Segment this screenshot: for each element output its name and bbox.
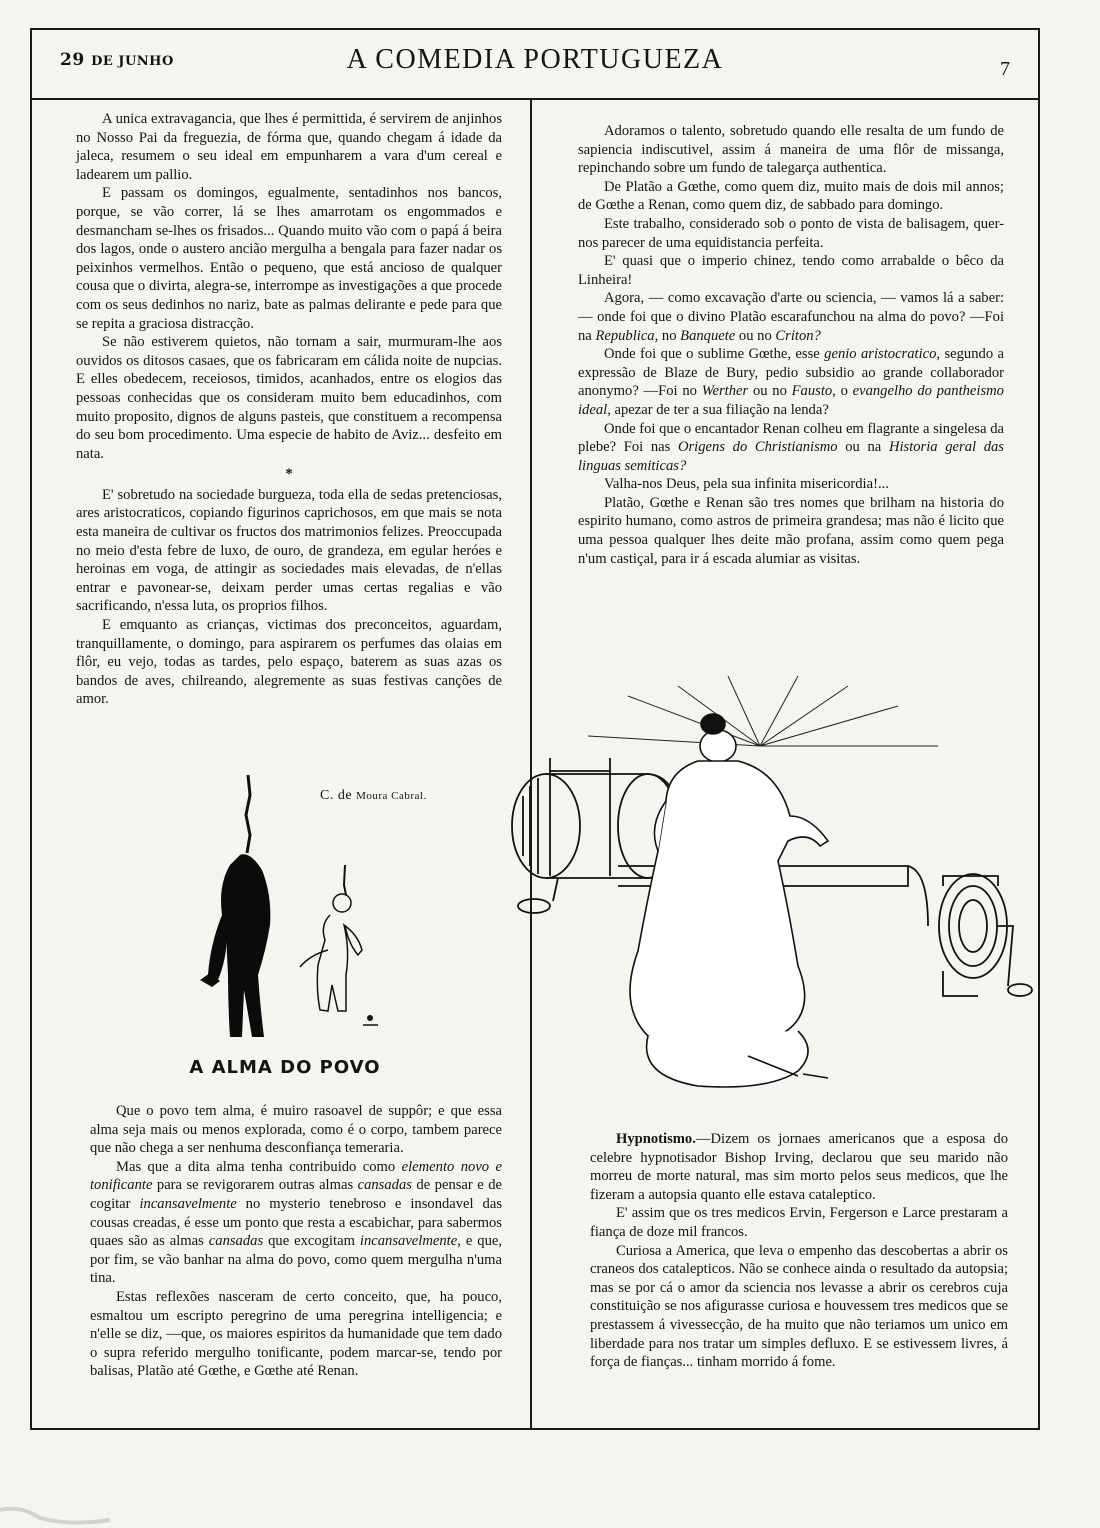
issue-date: 29 DE JUNHO: [60, 50, 174, 70]
page-header: [30, 28, 1040, 100]
paragraph: Valha-nos Deus, pela sua infinita misericordia!...: [604, 476, 889, 493]
paragraph: Este trabalho, considerado sob o ponto de vista de balisagem, quer-nos parecer de uma equidistancia perfeita.: [578, 215, 1004, 251]
paragraph: Adoramos o talento, sobretudo quando elle resalta de um fundo de sapiencia indiscutivel, assim á maneira de uma flôr de missanga, repinchando sobre um fundo de talegarça authentica.: [578, 123, 1004, 177]
paragraph: E emquanto as crianças, victimas dos preconceitos, aguardam, tranquillamente, o domingo, para aspirarem os perfumes das olaias em flôr, eu vejo, todas as tardes, pelo espaço, baterem as suas azas os bandos de aves, chilreando, alegremente as suas festivas canções de amor.: [76, 617, 502, 708]
paragraph: Mas que a dita alma tenha contribuido como elemento novo e tonificante para se revigorarem outras almas cansadas de pensar e de cogitar incansavelmente no mysterio tenebroso e insondavel das cousas creadas, é esse um ponto que resta a escabichar, para sabermos quaes são as almas cansadas que excogitam incansavelmente, e que, por fim, se vão banhar na alma do povo, como quem mergulha n'uma tina.: [90, 1158, 502, 1287]
hypnotismo-article: [590, 1130, 1008, 1372]
paragraph: Onde foi que o encantador Renan colheu em flagrante a singelesa da plebe? Foi nas Origens do Christianismo ou na Historia geral das linguas semiticas?: [578, 420, 1004, 474]
paragraph: Onde foi que o sublime Gœthe, esse genio aristocratico, segundo a expressão de Blaze de Bury, pedio subsidio ao grande collaborador anonymo? —Foi no Werther ou no Fausto, o evangelho do pantheismo ideal, apezar de ter a sua filiação na lenda?: [578, 346, 1005, 418]
alma-do-povo-article: [90, 1102, 502, 1381]
paragraph: Curiosa a America, que leva o empenho das descobertas a abrir os craneos dos catalepticos. Não se conhece ainda o resultado da autopsia; mas se por cá o amor da sciencia nos levasse a abrir os cerebros cuja constituição se nos afigurasse curiosa e houvessem tres medicos que se prestassem á vivessecção, de ha muito que não teriamos um unico em liberdade para nos tratar um simples defluxo. E se estivessem livres, á força de fianças... tinham morrido á fome.: [590, 1242, 1008, 1371]
paragraph: A unica extravagancia, que lhes é permittida, é servirem de anjinhos no Nosso Pai da freguezia, de fórma que, quando chegam á idade da jaleca, resumem o seu ideal em empunharem a vara d'um cereal e ladearem um pallio.: [76, 111, 502, 183]
woman-at-printing-press-illustration: [498, 676, 1038, 1116]
paragraph: De Platão a Gœthe, como quem diz, muito mais de dois mil annos; de Gœthe a Renan, como quem diz, de sabbado para domingo.: [578, 178, 1004, 214]
page-number: 7: [1000, 58, 1010, 80]
paragraph: E' assim que os tres medicos Ervin, Fergerson e Larce prestaram a fiança de doze mil francos.: [590, 1205, 1008, 1240]
paragraph: Hypnotismo.—Dizem os jornaes americanos que a esposa do celebre hypnotisador Bishop Irving, declarou que seu marido não morreu de morte natural, mas sim morto pelos seus medicos, que lhe fizeram a autopsia quanto elle estava cataleptico.: [590, 1131, 1008, 1203]
section-separator: *: [285, 466, 293, 483]
paragraph: E passam os domingos, egualmente, sentadinhos nos bancos, porque, se vão correr, lá se lhes amarrotam os engommados e desmancham se-lhes os frisados... Quando muito vão com o papá á beira dos lagos, onde o austero ancião mergulha a bengala para fazer nadar os peixinhos vermelhos. Então o pequeno, que está ancioso de qualquer cousa que o divirta, alegra-se, interrompe as investigações a que procede com os seus dedinhos no nariz, bate as palmas delirante e pede para que se repita a graciosa distracção.: [76, 185, 502, 332]
paragraph: Estas reflexões nasceram de certo conceito, que, ha pouco, esmaltou um escripto peregrino de uma peregrina intelligencia; e n'elle se diz, —que, os maiores espiritos da humanidade que tem dado o supra referido mergulho tonificante, podem marcar-se, tendo por balisas, Platão até Gœthe, e Gœthe até Renan.: [90, 1288, 502, 1380]
paragraph: E' quasi que o imperio chinez, tendo como arrabalde o bêco da Linheira!: [578, 253, 1004, 288]
paper-smudge: [0, 1490, 300, 1528]
paragraph: Platão, Gœthe e Renan são tres nomes que brilham na historia do espirito humano, como astros de primeira grandesa; mas não é licito que uma pessoa qualquer lhes deite mão profana, assim como quem pega n'um castiçal, para ir á escada alumiar as visitas.: [578, 494, 1004, 567]
right-column-article: [578, 122, 1004, 568]
section-title-alma-do-povo: A ALMA DO POVO: [189, 1057, 381, 1078]
author-signature: C. de Moura Cabral.: [320, 788, 427, 803]
paragraph: E' sobretudo na sociedade burgueza, toda ella de sedas pretenciosas, ares aristocraticos, copiando figurinos caprichosos, em que mais se nota esta maneira de cultivar os fructos dos matrimonios felizes. Preoccupada no meio d'esta febre de luxo, de ouro, de grandeza, em egular heróes e heroinas em voga, de attingir as sociedades mais elevadas, de n'ellas entrar e pavonear-se, deixam perder umas certas regalias e vão sacrificando, n'essa luta, os proprios filhos.: [76, 486, 502, 615]
masthead-title: A COMEDIA PORTUGUEZA: [346, 44, 724, 75]
left-column-article: [76, 110, 502, 709]
paragraph: Agora, — como excavação d'arte ou sciencia, — vamos lá a saber: — onde foi que o divino Platão escarafunchou na alma do povo? —Foi na Republica, no Banquete ou no Criton?: [578, 290, 1004, 344]
paragraph: Se não estiverem quietos, não tornam a sair, murmuram-lhe aos ouvidos os ditosos casaes, que os fabricaram em cálida noite de nupcias. E elles obedecem, receiosos, timidos, acanhados, entre os elogios das pessoas conhecidas que os consideram muito bem educadinhos, com muito proposito, dignos de alguns pasteis, que constituem a recompensa do seu bom procedimento. Uma especie de habito de Aviz... desfeito em nata.: [76, 334, 502, 462]
paragraph: Que o povo tem alma, é muiro rasoavel de suppôr; e que essa alma seja mais ou menos explorada, como é o corpo, tambem parece que não chega a ser nenhuma desconfiança temeraria.: [90, 1103, 502, 1157]
hanging-figure-and-clown-illustration: [200, 775, 400, 1045]
